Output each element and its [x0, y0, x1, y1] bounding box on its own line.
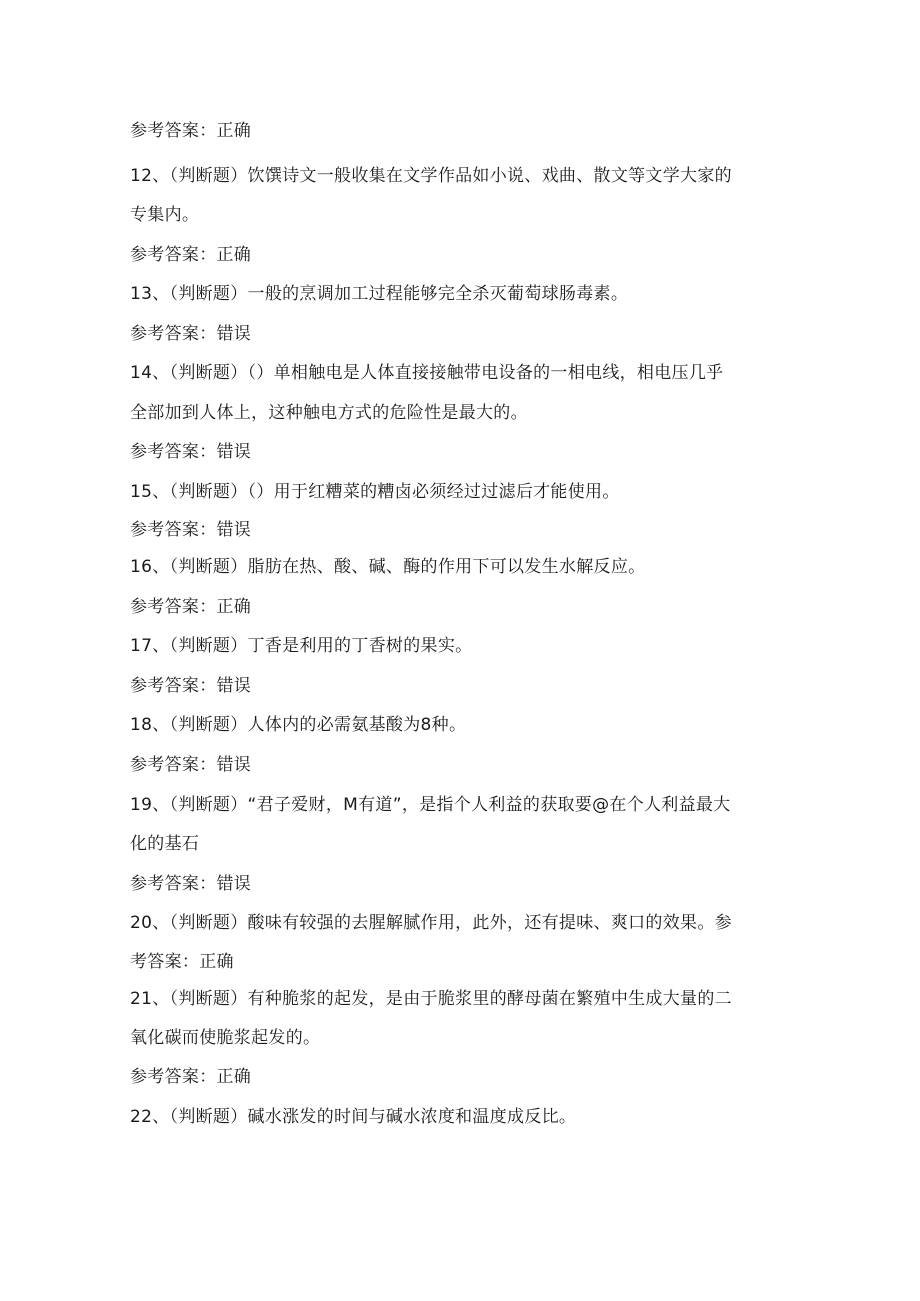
question-13: 13、（判断题）一般的烹调加工过程能够完全杀灭葡萄球肠毒素。 — [130, 284, 629, 304]
question-21-line-1: 21、（判断题）有种脆浆的起发，是由于脆浆里的酵母菌在繁殖中生成大量的二 — [130, 989, 732, 1009]
question-20-line-2: 考答案：正确 — [130, 952, 234, 972]
answer-19: 参考答案：错误 — [130, 874, 252, 894]
answer-line: 参考答案：正确 — [130, 121, 252, 141]
question-19-line-2: 化的基石 — [130, 834, 200, 854]
question-16: 16、（判断题）脂肪在热、酸、碱、酶的作用下可以发生水解反应。 — [130, 557, 646, 577]
question-14-line-2: 全部加到人体上，这种触电方式的危险性是最大的。 — [130, 403, 528, 423]
answer-21: 参考答案：正确 — [130, 1067, 252, 1087]
answer-17: 参考答案：错误 — [130, 676, 252, 696]
answer-12: 参考答案：正确 — [130, 245, 252, 265]
question-19-line-1: 19、（判断题）“君子爱财，M有道”，是指个人利益的获取要@在个人利益最大 — [130, 795, 731, 815]
question-18: 18、（判断题）人体内的必需氨基酸为8种。 — [130, 715, 467, 735]
question-17: 17、（判断题）丁香是利用的丁香树的果实。 — [130, 636, 473, 656]
question-20-line-1: 20、（判断题）酸味有较强的去腥解腻作用，此外，还有提味、爽口的效果。参 — [130, 913, 732, 933]
answer-13: 参考答案：错误 — [130, 324, 252, 344]
question-12-line-1: 12、（判断题）饮馔诗文一般收集在文学作品如小说、戏曲、散文等文学大家的 — [130, 166, 732, 186]
answer-18: 参考答案：错误 — [130, 755, 252, 775]
question-14-line-1: 14、（判断题）（）单相触电是人体直接接触带电设备的一相电线，相电压几乎 — [130, 363, 724, 383]
question-15: 15、（判断题）（）用于红糟菜的糟卤必须经过过滤后才能使用。 — [130, 482, 620, 502]
question-12-line-2: 专集内。 — [130, 205, 200, 225]
answer-14: 参考答案：错误 — [130, 442, 252, 462]
answer-16: 参考答案：正确 — [130, 597, 252, 617]
answer-15: 参考答案：错误 — [130, 520, 252, 540]
question-21-line-2: 氧化碳而使脆浆起发的。 — [130, 1028, 321, 1048]
question-22: 22、（判断题）碱水涨发的时间与碱水浓度和温度成反比。 — [130, 1107, 577, 1127]
